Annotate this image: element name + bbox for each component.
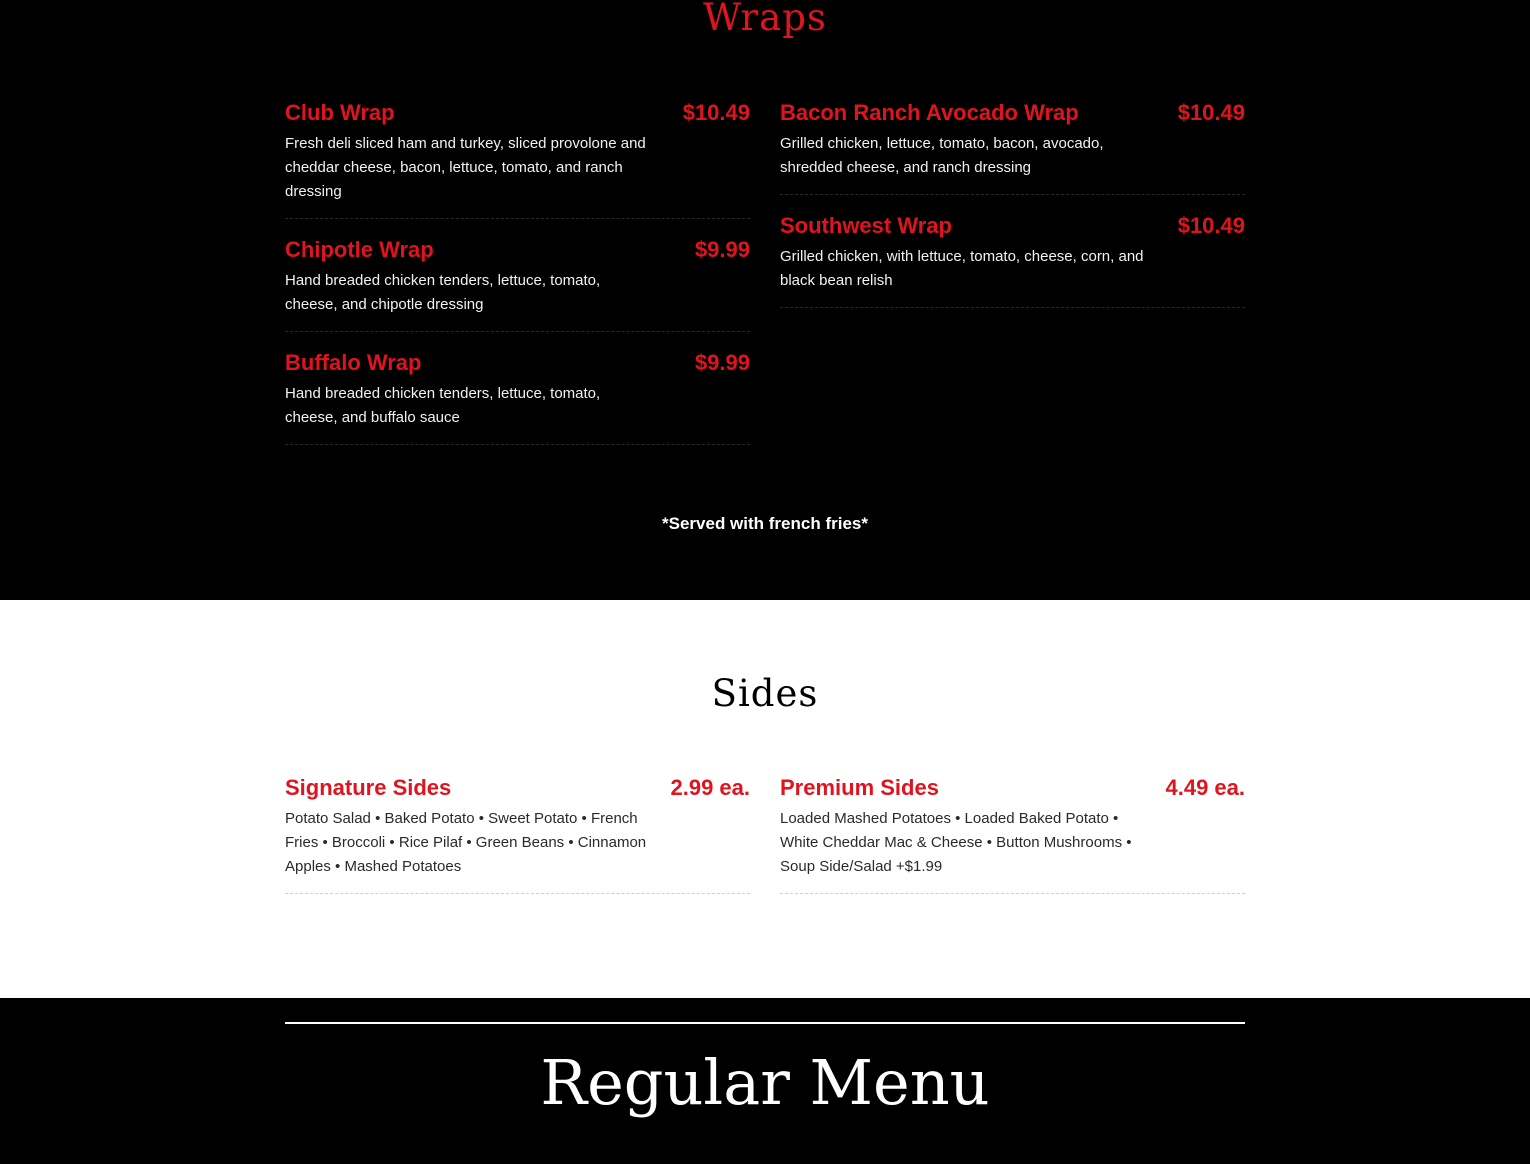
section-divider: [285, 1022, 1245, 1024]
item-name: Bacon Ranch Avocado Wrap: [780, 100, 1079, 125]
menu-item-premium-sides: [780, 775, 1245, 894]
item-description: Potato Salad • Baked Potato • Sweet Potato • French Fries • Broccoli • Rice Pilaf • Green Beans • Cinnamon Apples • Mashed Potatoes: [285, 810, 647, 875]
item-description: Grilled chicken, lettuce, tomato, bacon, avocado, shredded cheese, and ranch dressing: [780, 135, 1104, 176]
item-name: Buffalo Wrap: [285, 350, 422, 375]
regular-menu-section: [0, 998, 1530, 1164]
item-description: Loaded Mashed Potatoes • Loaded Baked Potato • White Cheddar Mac & Cheese • Button Mushrooms • Soup Side/Salad +$1.99: [780, 810, 1132, 875]
wraps-menu-grid: [285, 100, 1245, 463]
wraps-left-column: [285, 100, 750, 463]
item-price: $9.99: [694, 350, 750, 375]
menu-item-southwest-wrap: [780, 213, 1245, 308]
item-price: 4.49 ea.: [1165, 775, 1245, 800]
menu-item-chipotle-wrap: [285, 237, 750, 332]
menu-item-buffalo-wrap: [285, 350, 750, 445]
wraps-title: Wraps: [703, 0, 827, 39]
served-with-note: *Served with french fries*: [662, 514, 868, 533]
sides-section: [0, 600, 1530, 998]
item-name: Signature Sides: [285, 775, 452, 800]
item-price: $10.49: [1177, 100, 1245, 125]
sides-left-column: [285, 775, 750, 912]
item-price: $10.49: [682, 100, 750, 125]
sides-title: Sides: [711, 672, 819, 715]
sides-menu-grid: [285, 775, 1245, 912]
item-name: Club Wrap: [285, 100, 395, 125]
item-description: Grilled chicken, with lettuce, tomato, cheese, corn, and black bean relish: [780, 248, 1144, 289]
item-name: Chipotle Wrap: [285, 237, 434, 262]
item-description: Hand breaded chicken tenders, lettuce, tomato, cheese, and buffalo sauce: [285, 385, 601, 426]
menu-item-signature-sides: [285, 775, 750, 894]
wraps-right-column: [780, 100, 1245, 463]
item-description: Fresh deli sliced ham and turkey, sliced provolone and cheddar cheese, bacon, lettuce, tomato, and ranch dressing: [285, 135, 646, 200]
item-price: $10.49: [1177, 213, 1245, 238]
item-description: Hand breaded chicken tenders, lettuce, tomato, cheese, and chipotle dressing: [285, 272, 601, 313]
regular-menu-title: Regular Menu: [540, 1046, 990, 1119]
item-name: Premium Sides: [780, 775, 939, 800]
item-name: Southwest Wrap: [780, 213, 952, 238]
menu-item-bacon-ranch-avocado-wrap: [780, 100, 1245, 195]
item-price: $9.99: [694, 237, 750, 262]
sides-right-column: [780, 775, 1245, 912]
item-price: 2.99 ea.: [670, 775, 750, 800]
menu-item-club-wrap: [285, 100, 750, 219]
